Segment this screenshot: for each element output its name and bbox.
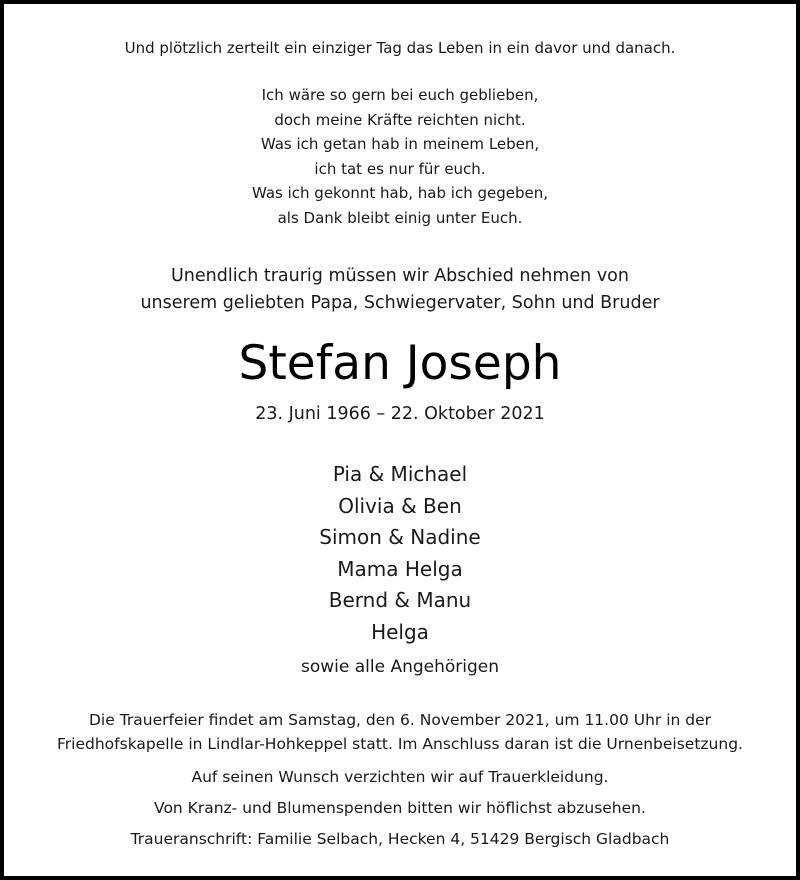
poem-line: als Dank bleibt einig unter Euch.: [277, 208, 523, 227]
life-dates: 23. Juni 1966 – 22. Oktober 2021: [255, 404, 545, 424]
poem-line: ich tat es nur für euch.: [314, 159, 486, 178]
announcement: [4, 263, 796, 317]
family-member: Pia & Michael: [332, 462, 468, 486]
ceremony-line: Die Trauerfeier findet am Samstag, den 6. November 2021, um 11.00 Uhr in der: [88, 711, 712, 729]
family-member: Helga: [371, 619, 429, 644]
poem-line: Ich wäre so gern bei euch geblieben,: [261, 86, 539, 104]
family-member: Simon & Nadine: [319, 525, 481, 549]
family-member: Mama Helga: [337, 556, 463, 581]
poem-line: Was ich getan hab in meinem Leben,: [260, 135, 540, 153]
relatives-line: sowie alle Angehörigen: [300, 657, 500, 677]
mourning-address: Traueranschrift: Familie Selbach, Hecken 4, 51429 Bergisch Gladbach: [130, 830, 670, 848]
flowers-note: Von Kranz- und Blumenspenden bitten wir höflichst abzusehen.: [154, 799, 646, 817]
family-member: Bernd & Manu: [328, 588, 472, 612]
family-list: [4, 459, 796, 648]
family-member: Olivia & Ben: [338, 493, 462, 518]
poem: [4, 83, 796, 230]
deceased-name: Stefan Joseph: [238, 336, 562, 391]
announcement-line: Unendlich traurig müssen wir Abschied nehmen von: [171, 266, 629, 286]
poem-line: doch meine Kräfte reichten nicht.: [274, 110, 526, 129]
announcement-line: unserem geliebten Papa, Schwiegervater, Sohn und Bruder: [140, 293, 660, 313]
service-info: [4, 708, 796, 855]
ceremony-line: Friedhofskapelle in Lindlar-Hohkeppel statt. Im Anschluss daran ist die Urnenbeisetzung.: [57, 735, 743, 753]
intro-quote: Und plötzlich zerteilt ein einziger Tag das Leben in ein davor und danach.: [124, 39, 676, 57]
dress-note: Auf seinen Wunsch verzichten wir auf Trauerkleidung.: [191, 768, 609, 786]
poem-line: Was ich gekonnt hab, hab ich gegeben,: [251, 184, 549, 202]
